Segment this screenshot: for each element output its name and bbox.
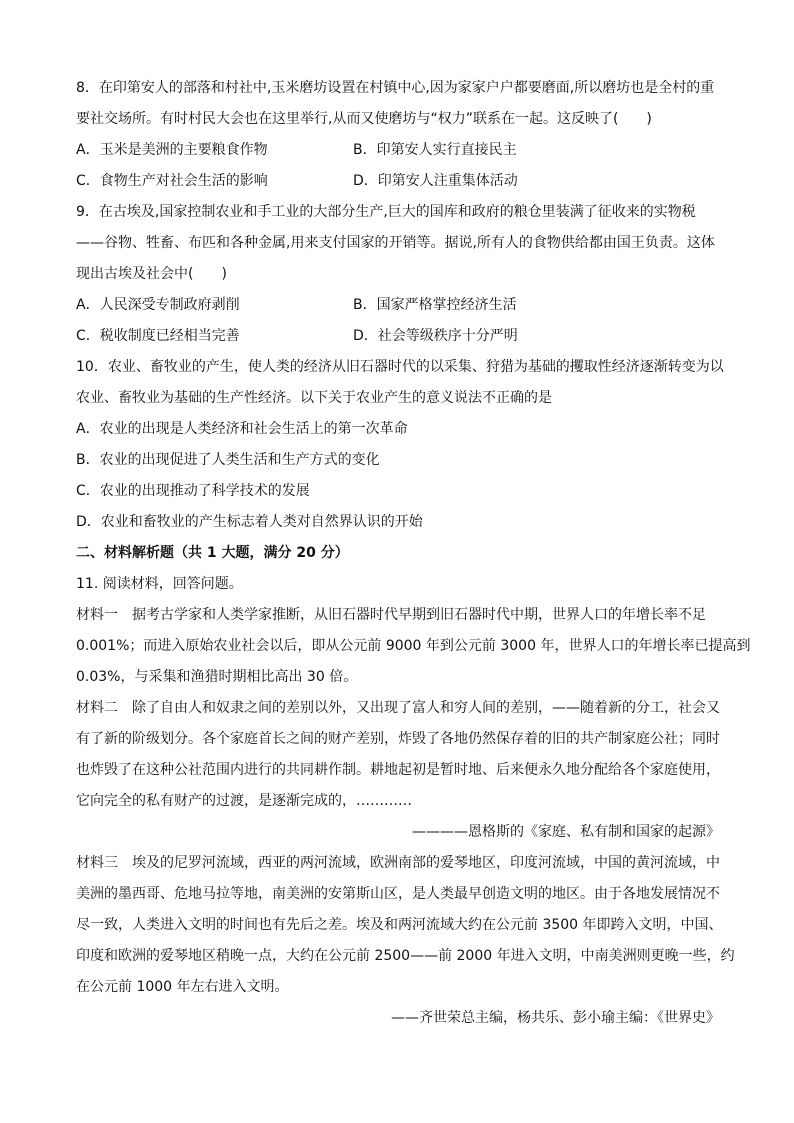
q8-option-c: C．食物生产对社会生活的影响 [76,173,268,189]
exam-page [76,78,751,1039]
q11-material-3-line-2: 美洲的墨西哥、危地马拉等地，南美洲的安第斯山区，是人类最早创造文明的地区。由于各地发展情况不 [76,886,720,902]
q9-options-row-1 [76,295,720,326]
q11-material-2-line-3: 也炸毁了在这种公社范围内进行的共同耕作制。耕地起初是暂时地、后来便永久地分配给各个家庭使用， [76,762,720,778]
q11-stem: 11. 阅读材料，回答问题。 [76,576,243,592]
q11-material-2-line-2: 有了新的阶级划分。各个家庭首长之间的财产差别，炸毁了各地仍然保存着的旧的共产制家庭公社；同时 [76,731,720,747]
q8-option-a: A．玉米是美洲的主要粮食作物 [76,142,268,158]
q11-material-3-line-1: 材料三 埃及的尼罗河流域，西亚的两河流域，欧洲南部的爱琴地区，印度河流域，中国的黄河流域，中 [76,855,720,871]
q9-stem-line-1: 9．在古埃及,国家控制农业和手工业的大部分生产,巨大的国库和政府的粮仓里装满了征收来的实物税 [76,204,696,220]
q10-option-a: A．农业的出现是人类经济和社会生活上的第一次革命 [76,421,408,437]
q8-option-b: B．印第安人实行直接民主 [353,142,517,158]
q11-material-3-line-5: 在公元前 1000 年左右进入文明。 [76,979,289,995]
q10-stem-line-1: 10．农业、畜牧业的产生，使人类的经济从旧石器时代的以采集、狩猎为基础的攫取性经济逐渐转变为以 [76,359,724,375]
q11-material-2-line-4: 它向完全的私有财产的过渡，是逐渐完成的，………… [76,793,412,809]
q8-stem-line-1: 8．在印第安人的部落和村社中,玉米磨坊设置在村镇中心,因为家家户户都要磨面,所以磨坊也是全村的重 [76,80,715,96]
section-2-title: 二、材料解析题（共 1 大题，满分 20 分） [76,545,349,561]
q10-stem-line-2: 农业、畜牧业为基础的生产性经济。以下关于农业产生的意义说法不正确的是 [76,390,552,406]
q11-material-3-source: ——齐世荣总主编，杨共乐、彭小瑜主编：《世界史》 [391,1010,720,1026]
q11-material-3-line-3: 尽一致，人类进入文明的时间也有先后之差。埃及和两河流域大约在公元前 3500 年即跨入文明，中国、 [76,917,723,933]
q9-stem-line-2: ——谷物、牲畜、布匹和各种金属,用来支付国家的开销等。据说,所有人的食物供给都由国王负责。这体 [76,235,715,251]
q9-option-a: A．人民深受专制政府剥削 [76,297,240,313]
q10-option-b: B．农业的出现促进了人类生活和生产方式的变化 [76,452,380,468]
q8-stem-line-2: 要社交场所。有时村民大会也在这里举行,从而又使磨坊与“权力”联系在一起。这反映了( ) [76,111,652,127]
q11-material-1-line-3: 0.03%，与采集和渔猎时期相比高出 30 倍。 [76,669,358,685]
q11-material-1-line-1: 材料一 据考古学家和人类学家推断，从旧石器时代早期到旧石器时代中期，世界人口的年增长率不足 [76,607,706,623]
q10-option-d: D．农业和畜牧业的产生标志着人类对自然界认识的开始 [76,514,423,530]
q8-options-row-2 [76,171,720,202]
q9-option-c: C．税收制度已经相当完善 [76,328,240,344]
q8-option-d: D．印第安人注重集体活动 [353,173,518,189]
q9-option-b: B．国家严格掌控经济生活 [353,297,517,313]
q8-options-row-1 [76,140,720,171]
q10-option-c: C．农业的出现推动了科学技术的发展 [76,483,310,499]
q11-material-1-line-2: 0.001%；而进入原始农业社会以后，即从公元前 9000 年到公元前 3000 年，世界人口的年增长率已提高到 [76,638,751,654]
q9-stem-line-3: 现出古埃及社会中( ) [76,266,227,282]
q9-option-d: D．社会等级秩序十分严明 [353,328,518,344]
q11-material-2-line-1: 材料二 除了自由人和奴隶之间的差别以外，又出现了富人和穷人间的差别，——随着新的分工，社会又 [76,700,720,716]
q11-material-3-line-4: 印度和欧洲的爱琴地区稍晚一点，大约在公元前 2500——前 2000 年进入文明，中南美洲则更晚一些，约 [76,948,735,964]
q11-material-2-source: ————恩格斯的《家庭、私有制和国家的起源》 [412,824,720,840]
q9-options-row-2 [76,326,720,357]
